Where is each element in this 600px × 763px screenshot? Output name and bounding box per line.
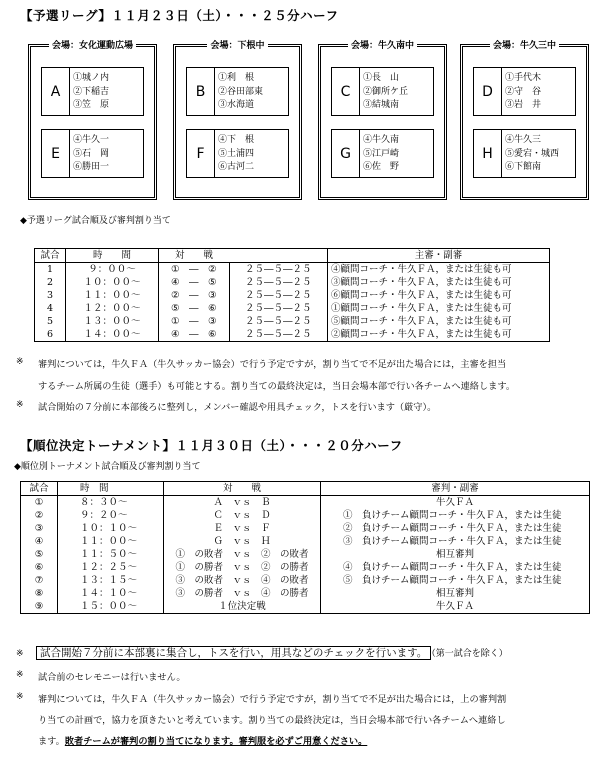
team-name: ③笠 原 xyxy=(73,100,110,110)
match-format: ２５―５―２５ xyxy=(229,302,328,315)
match-pair: ① ― ③ xyxy=(159,315,230,328)
group-letter: A xyxy=(42,68,70,115)
venue-box-2 xyxy=(173,41,302,200)
team-name: ⑥古河二 xyxy=(218,162,255,172)
match-referee: ③ 負けチーム顧問コーチ・牛久ＦＡ，または生徒 xyxy=(321,535,590,548)
table-row xyxy=(35,302,550,315)
team-name: ⑥下館南 xyxy=(505,162,542,172)
team-name: ③水海道 xyxy=(218,100,255,110)
group-box-b xyxy=(186,67,289,116)
team-name: ⑤土浦四 xyxy=(218,148,255,159)
match-time: ９：００～ xyxy=(66,263,159,277)
match-pair: ① の敗者 ｖｓ ② の敗者 xyxy=(164,548,321,561)
match-no: ⑤ xyxy=(21,548,58,561)
match-pair: ① の勝者 ｖｓ ② の勝者 xyxy=(164,561,321,574)
match-referee: ⑤ 負けチーム顧問コーチ・牛久ＦＡ，または生徒 xyxy=(321,574,590,587)
prelim-title: 【予選リーグ】１１月２３日（土）・・・２５分ハーフ xyxy=(20,8,339,23)
group-box-f xyxy=(186,129,289,178)
group-letter: E xyxy=(42,130,70,177)
match-referee: ②顧問コーチ・牛久ＦＡ，または生徒も可 xyxy=(328,328,550,342)
match-no: ① xyxy=(21,496,58,510)
match-pair: ③ の敗者 ｖｓ ④ の敗者 xyxy=(164,574,321,587)
match-no: ⑥ xyxy=(21,561,58,574)
table-row xyxy=(21,509,590,522)
team-name: ①長 山 xyxy=(363,73,400,83)
table-row xyxy=(21,522,590,535)
match-no: ② xyxy=(21,509,58,522)
match-referee: ④顧問コーチ・牛久ＦＡ，または生徒も可 xyxy=(328,263,550,277)
group-letter: B xyxy=(187,68,215,115)
match-time: １４：１０～ xyxy=(58,587,164,600)
note-mark: ※ xyxy=(16,669,24,680)
team-name: ②谷田部東 xyxy=(218,86,264,97)
final-note-referee-1: 審判については，牛久ＦＡ（牛久サッカー協会）で行う予定ですが，割り当てで不足が出た場合には，上の審判割 xyxy=(38,694,507,705)
match-time: ９：２０～ xyxy=(58,509,164,522)
header-cell: 試合 xyxy=(21,482,58,496)
header-cell: 主審・副審 xyxy=(328,249,550,263)
group-box-e xyxy=(41,129,144,178)
team-name: ①手代木 xyxy=(505,73,542,83)
group-letter: H xyxy=(474,130,502,177)
header-cell: 審判・副審 xyxy=(321,482,590,496)
team-name: ⑥佐 野 xyxy=(363,162,400,172)
prelim-note-referee-2: するチーム所属の生徒（選手）も可能とする。割り当ての最終決定は，当日会場本部で行い各チームへ連絡します。 xyxy=(38,381,516,392)
final-note-referee-2: り当ての計画で，協力を頂きたいと考えています。割り当ての最終決定は，当日会場本部で行い各チームへ連絡し xyxy=(38,715,506,726)
prelim-schedule-table xyxy=(34,248,550,342)
match-pair: ④ ― ⑤ xyxy=(159,276,230,289)
match-referee: 相互審判 xyxy=(321,548,590,561)
team-name: ⑤石 岡 xyxy=(73,148,110,159)
match-referee: 牛久ＦＡ xyxy=(321,600,590,614)
match-pair: １位決定戦 xyxy=(164,600,321,614)
final-note-assembly-box: 試合開始７分前に本部裏に集合し，トスを行い，用具などのチェックを行います。 xyxy=(36,646,431,660)
match-pair: ④ ― ⑥ xyxy=(159,328,230,342)
venue-name: 会場：牛久南中 xyxy=(348,41,417,51)
team-name: ①利 根 xyxy=(218,73,255,83)
venue-box-3 xyxy=(318,41,447,200)
final-note-loser-referee: 敗者チームが審判の割り当てになります。審判服を必ずご用意ください。 xyxy=(64,736,368,747)
header-cell: 対 戦 xyxy=(159,249,230,263)
group-letter: F xyxy=(187,130,215,177)
group-box-d xyxy=(473,67,576,116)
match-no: 4 xyxy=(35,302,66,315)
final-title: 【順位決定トーナメント】１１月３０日（土）・・・２０分ハーフ xyxy=(20,438,403,453)
header-cell: 対 戦 xyxy=(164,482,321,496)
group-letter: C xyxy=(332,68,360,115)
match-referee: 相互審判 xyxy=(321,587,590,600)
table-row xyxy=(21,548,590,561)
match-pair: Ｃ ｖｓ Ｄ xyxy=(164,509,321,522)
match-no: ⑦ xyxy=(21,574,58,587)
group-box-c xyxy=(331,67,434,116)
match-referee: ⑥顧問コーチ・牛久ＦＡ，または生徒も可 xyxy=(328,289,550,302)
table-row xyxy=(35,276,550,289)
match-format: ２５―５―２５ xyxy=(229,263,328,277)
team-name: ④下 根 xyxy=(218,135,255,145)
venue-box-4 xyxy=(460,41,589,200)
prelim-note-lineup: 試合開始の７分前に本部後ろに整列し，メンバー確認や用具チェック，トスを行います（厳守）。 xyxy=(38,402,437,413)
group-letter: G xyxy=(332,130,360,177)
match-no: ③ xyxy=(21,522,58,535)
header-cell: 時 間 xyxy=(58,482,164,496)
match-no: 3 xyxy=(35,289,66,302)
match-referee: ④ 負けチーム顧問コーチ・牛久ＦＡ，または生徒 xyxy=(321,561,590,574)
final-schedule-table xyxy=(20,481,590,614)
match-pair: Ａ ｖｓ Ｂ xyxy=(164,496,321,510)
match-pair: ② ― ③ xyxy=(159,289,230,302)
group-box-h xyxy=(473,129,576,178)
match-time: １１：５０～ xyxy=(58,548,164,561)
match-time: １２：００～ xyxy=(66,302,159,315)
team-name: ⑤愛宕・城西 xyxy=(505,148,560,159)
final-note-referee-3a: ます。 xyxy=(38,736,65,747)
table-header-row xyxy=(35,249,550,263)
match-referee: ③顧問コーチ・牛久ＦＡ，または生徒も可 xyxy=(328,276,550,289)
note-mark: ※ xyxy=(16,691,24,702)
match-time: １０：１０～ xyxy=(58,522,164,535)
venue-name: 会場：牛久三中 xyxy=(490,41,559,51)
team-name: ④牛久三 xyxy=(505,135,542,145)
group-box-g xyxy=(331,129,434,178)
table-row xyxy=(21,535,590,548)
venue-name: 会場：下根中 xyxy=(207,41,267,51)
match-pair: ③ の勝者 ｖｓ ④ の勝者 xyxy=(164,587,321,600)
venue-box-1 xyxy=(28,41,157,200)
header-cell: 時 間 xyxy=(66,249,159,263)
team-name: ④牛久一 xyxy=(73,135,110,145)
match-referee: ①顧問コーチ・牛久ＦＡ，または生徒も可 xyxy=(328,302,550,315)
final-note-assembly-tail: （第一試合を除く） xyxy=(431,649,508,659)
team-name: ②守 谷 xyxy=(505,86,542,97)
match-referee: ⑤顧問コーチ・牛久ＦＡ，または生徒も可 xyxy=(328,315,550,328)
table-row xyxy=(35,263,550,277)
note-mark: ※ xyxy=(16,648,24,659)
match-no: 5 xyxy=(35,315,66,328)
team-name: ②御所ケ丘 xyxy=(363,86,409,97)
table-row xyxy=(21,600,590,614)
match-no: ④ xyxy=(21,535,58,548)
team-name: ⑤江戸崎 xyxy=(363,148,400,159)
match-no: ⑧ xyxy=(21,587,58,600)
team-name: ⑥勝田一 xyxy=(73,162,110,172)
team-name: ②下稲吉 xyxy=(73,86,110,97)
table-row xyxy=(35,289,550,302)
team-name: ④牛久南 xyxy=(363,135,400,145)
match-no: 6 xyxy=(35,328,66,342)
final-subtitle: ◆順位別トーナメント試合順及び審判割り当て xyxy=(14,462,201,472)
match-time: ８：３０～ xyxy=(58,496,164,510)
table-row xyxy=(35,328,550,342)
match-format: ２５―５―２５ xyxy=(229,328,328,342)
table-row xyxy=(21,496,590,510)
table-header-row xyxy=(21,482,590,496)
table-row xyxy=(21,561,590,574)
team-name: ③岩 井 xyxy=(505,100,542,110)
match-time: １３：１５～ xyxy=(58,574,164,587)
match-pair: Ｇ ｖｓ Ｈ xyxy=(164,535,321,548)
match-referee: ② 負けチーム顧問コーチ・牛久ＦＡ，または生徒 xyxy=(321,522,590,535)
prelim-note-referee-1: 審判については，牛久ＦＡ（牛久サッカー協会）で行う予定ですが，割り当てで不足が出た場合には，主審を担当 xyxy=(38,359,507,370)
match-format: ２５―５―２５ xyxy=(229,289,328,302)
table-row xyxy=(35,315,550,328)
match-no: ⑨ xyxy=(21,600,58,614)
group-letter: D xyxy=(474,68,502,115)
team-name: ①城ノ内 xyxy=(73,73,110,83)
final-note-referee-3 xyxy=(38,733,367,747)
match-time: １０：００～ xyxy=(66,276,159,289)
note-mark: ※ xyxy=(16,356,24,367)
prelim-subtitle: ◆予選リーグ試合順及び審判割り当て xyxy=(20,216,171,226)
match-time: １１：００～ xyxy=(58,535,164,548)
match-referee: 牛久ＦＡ xyxy=(321,496,590,510)
table-row xyxy=(21,574,590,587)
match-time: １５：００～ xyxy=(58,600,164,614)
header-cell: 試合 xyxy=(35,249,66,263)
match-time: １４：００～ xyxy=(66,328,159,342)
note-mark: ※ xyxy=(16,399,24,410)
match-referee: ① 負けチーム顧問コーチ・牛久ＦＡ，または生徒 xyxy=(321,509,590,522)
group-box-a xyxy=(41,67,144,116)
match-time: １２：２５～ xyxy=(58,561,164,574)
match-format: ２５―５―２５ xyxy=(229,315,328,328)
match-pair: Ｅ ｖｓ Ｆ xyxy=(164,522,321,535)
match-time: １１：００～ xyxy=(66,289,159,302)
match-time: １３：００～ xyxy=(66,315,159,328)
final-note-ceremony: 試合前のセレモニーは行いません。 xyxy=(38,672,186,683)
venue-name: 会場：女化運動広場 xyxy=(49,41,136,51)
table-row xyxy=(21,587,590,600)
match-no: 1 xyxy=(35,263,66,277)
match-pair: ① ― ② xyxy=(159,263,230,277)
match-pair: ⑤ ― ⑥ xyxy=(159,302,230,315)
match-format: ２５―５―２５ xyxy=(229,276,328,289)
header-cell xyxy=(229,249,328,263)
final-note-assembly xyxy=(36,645,508,660)
team-name: ③結城南 xyxy=(363,100,400,110)
match-no: 2 xyxy=(35,276,66,289)
